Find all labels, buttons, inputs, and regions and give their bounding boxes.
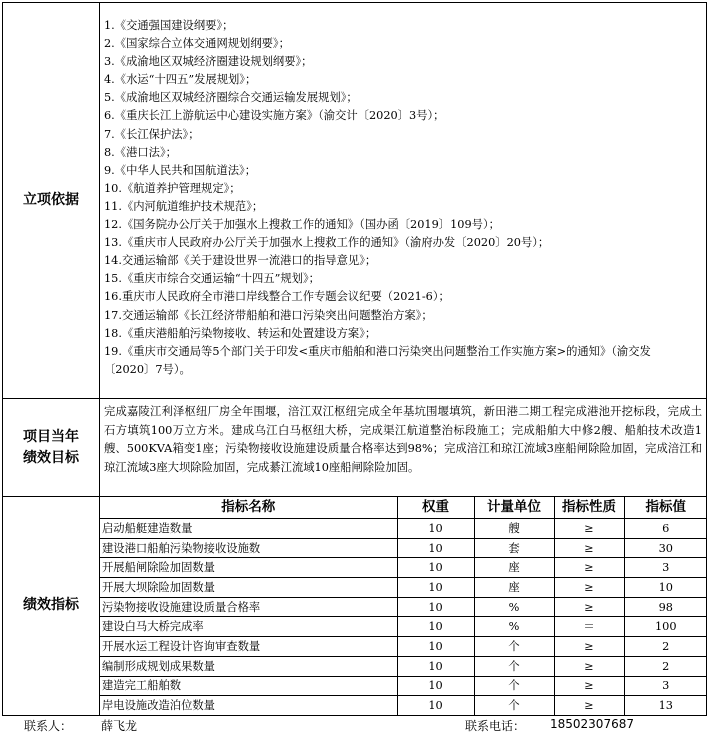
basis-item: 1.《交通强国建设纲要》； (104, 19, 234, 32)
basis-item: 7.《长江保护法》； (104, 127, 200, 141)
goal-label-line1: 项目当年 (23, 428, 79, 445)
basis-item: 18.《重庆港船舶污染物接收、转运和处置建设方案》； (104, 326, 377, 340)
indicator-weight-cell: 10 (397, 637, 474, 657)
phone-label: 联系电话： (465, 719, 526, 733)
project-table (2, 2, 707, 716)
basis-item: 4.《水运“十四五”发展规划》； (104, 73, 257, 87)
indicator-weight-cell: 10 (397, 676, 474, 696)
indicator-value-cell: 98 (624, 597, 707, 617)
basis-item: 12.《国务院办公厅关于加强水上搜救工作的通知》（国办函〔2019〕109号）； (104, 218, 500, 232)
indicator-unit-cell: 个 (474, 676, 554, 696)
indicator-row (100, 538, 707, 558)
indicator-name-cell: 开展水运工程设计咨询审查数量 (100, 637, 397, 657)
header-weight: 权重 (397, 497, 474, 519)
footer (0, 714, 708, 738)
indicator-value-cell: 30 (624, 538, 707, 558)
indicator-weight-cell: 10 (397, 597, 474, 617)
indicator-row (100, 676, 707, 696)
indicator-weight-cell: 10 (397, 617, 474, 637)
indicator-nature-cell: ＝ (554, 617, 624, 637)
indicator-value-cell: 3 (624, 676, 707, 696)
header-unit: 计量单位 (474, 497, 554, 519)
indicator-unit-cell: 个 (474, 656, 554, 676)
indicator-weight-cell: 10 (397, 558, 474, 578)
indicator-row (100, 656, 707, 676)
indicator-value-cell: 6 (624, 519, 707, 539)
indicator-row (100, 617, 707, 637)
indicator-weight-cell: 10 (397, 656, 474, 676)
basis-list (100, 3, 706, 391)
indicator-unit-cell: % (474, 617, 554, 637)
indicator-name-cell: 建设港口船舶污染物接收设施数 (100, 538, 397, 558)
indicator-nature-cell: ≥ (554, 538, 624, 558)
goal-label-line2: 绩效目标 (23, 449, 79, 466)
indicator-name-cell: 污染物接收设施建设质量合格率 (100, 597, 397, 617)
indicator-value-cell: 10 (624, 578, 707, 598)
indicator-name-cell: 启动船艇建造数量 (100, 519, 397, 539)
indicator-nature-cell: ≥ (554, 696, 624, 715)
indicator-value-cell: 100 (624, 617, 707, 637)
basis-content (100, 3, 707, 399)
basis-item: 13.《重庆市人民政府办公厅关于加强水上搜救工作的通知》（渝府办发〔2020〕20号）； (104, 236, 550, 250)
indicator-unit-cell: 套 (474, 538, 554, 558)
indicator-value-cell: 2 (624, 656, 707, 676)
basis-item: 9.《中华人民共和国航道法》； (104, 163, 256, 177)
indicator-weight-cell: 10 (397, 578, 474, 598)
contact-name: 薛飞龙 (101, 719, 138, 733)
indicator-unit-cell: 个 (474, 637, 554, 657)
contact-label: 联系人： (24, 719, 73, 733)
indicator-weight-cell: 10 (397, 519, 474, 539)
header-value: 指标值 (624, 497, 707, 519)
indicator-value-cell: 13 (624, 696, 707, 715)
basis-item: 3.《成渝地区双城经济圈建设规划纲要》； (104, 55, 313, 69)
indicator-row (100, 578, 707, 598)
basis-item: 17.交通运输部《长江经济带船舶和港口污染突出问题整治方案》； (104, 308, 433, 322)
indicator-nature-cell: ≥ (554, 637, 624, 657)
indicator-nature-cell: ≥ (554, 597, 624, 617)
indicator-row (100, 637, 707, 657)
indicators-label: 绩效指标 (3, 497, 100, 716)
indicator-unit-cell: 座 (474, 558, 554, 578)
basis-item: 8.《港口法》； (104, 145, 177, 159)
basis-item: 10.《航道养护管理规定》； (104, 181, 241, 195)
indicators-table (100, 497, 707, 715)
indicator-value-cell: 3 (624, 558, 707, 578)
basis-item: 5.《成渝地区双城经济圈综合交通运输发展规划》； (104, 91, 358, 105)
basis-item: 15.《重庆市综合交通运输“十四五”规划》； (104, 272, 320, 286)
indicator-nature-cell: ≥ (554, 558, 624, 578)
indicator-nature-cell: ≥ (554, 656, 624, 676)
indicator-row (100, 597, 707, 617)
indicators-header-row (100, 497, 707, 519)
indicator-unit-cell: % (474, 597, 554, 617)
indicator-weight-cell: 10 (397, 538, 474, 558)
indicator-row (100, 696, 707, 715)
indicator-name-cell: 开展大坝除险加固数量 (100, 578, 397, 598)
indicator-nature-cell: ≥ (554, 676, 624, 696)
basis-item: 14.交通运输部《关于建设世界一流港口的指导意见》； (104, 254, 377, 268)
goal-content (100, 399, 707, 497)
indicator-name-cell: 岸电设施改造泊位数量 (100, 696, 397, 715)
phone-number: 18502307687 (550, 717, 634, 731)
indicator-nature-cell: ≥ (554, 578, 624, 598)
indicator-row (100, 558, 707, 578)
goal-text: 完成嘉陵江利泽枢纽厂房全年围堰，涪江双江枢纽完成全年基坑围堰填筑，新田港二期工程完成港池开挖标段，完成土石方填筑100万立方米。建成乌江白马枢纽大桥，完成渠江航道整治标段施工；完成船舶大中修2艘、船舶技术改造1艘、500KVA箱变1座；污染物接收设施建设质量合格率达到98%；完成涪江和琼江流域3座船闸除险加固，完成涪江和琼江流域3座大坝除险加固，完成綦江流域10座船闸除险加固。 (104, 405, 702, 474)
basis-item: 2.《国家综合立体交通网规划纲要》； (104, 37, 290, 51)
basis-item: 19.《重庆市交通局等5个部门关于印发<重庆市船舶和港口污染突出问题整治工作实施方案>的通知》（渝交发〔2020〕7号）。 (104, 344, 651, 376)
indicator-row (100, 519, 707, 539)
indicator-unit-cell: 座 (474, 578, 554, 598)
indicator-name-cell: 建设白马大桥完成率 (100, 617, 397, 637)
header-nature: 指标性质 (554, 497, 624, 519)
indicator-unit-cell: 个 (474, 696, 554, 715)
indicator-weight-cell: 10 (397, 696, 474, 715)
indicators-content (100, 497, 707, 716)
indicator-name-cell: 建造完工船舶数 (100, 676, 397, 696)
goal-label (3, 399, 100, 497)
basis-item: 16.重庆市人民政府全市港口岸线整合工作专题会议纪要（2021-6）； (104, 290, 450, 304)
indicator-name-cell: 编制形成规划成果数量 (100, 656, 397, 676)
basis-item: 11.《内河航道维护技术规范》； (104, 199, 264, 213)
indicator-nature-cell: ≥ (554, 519, 624, 539)
basis-item: 6.《重庆长江上游航运中心建设实施方案》（渝交计〔2020〕3号）； (104, 109, 445, 123)
indicator-value-cell: 2 (624, 637, 707, 657)
header-indicator-name: 指标名称 (100, 497, 397, 519)
indicator-unit-cell: 艘 (474, 519, 554, 539)
indicator-name-cell: 开展船闸除险加固数量 (100, 558, 397, 578)
basis-label: 立项依据 (3, 3, 100, 399)
